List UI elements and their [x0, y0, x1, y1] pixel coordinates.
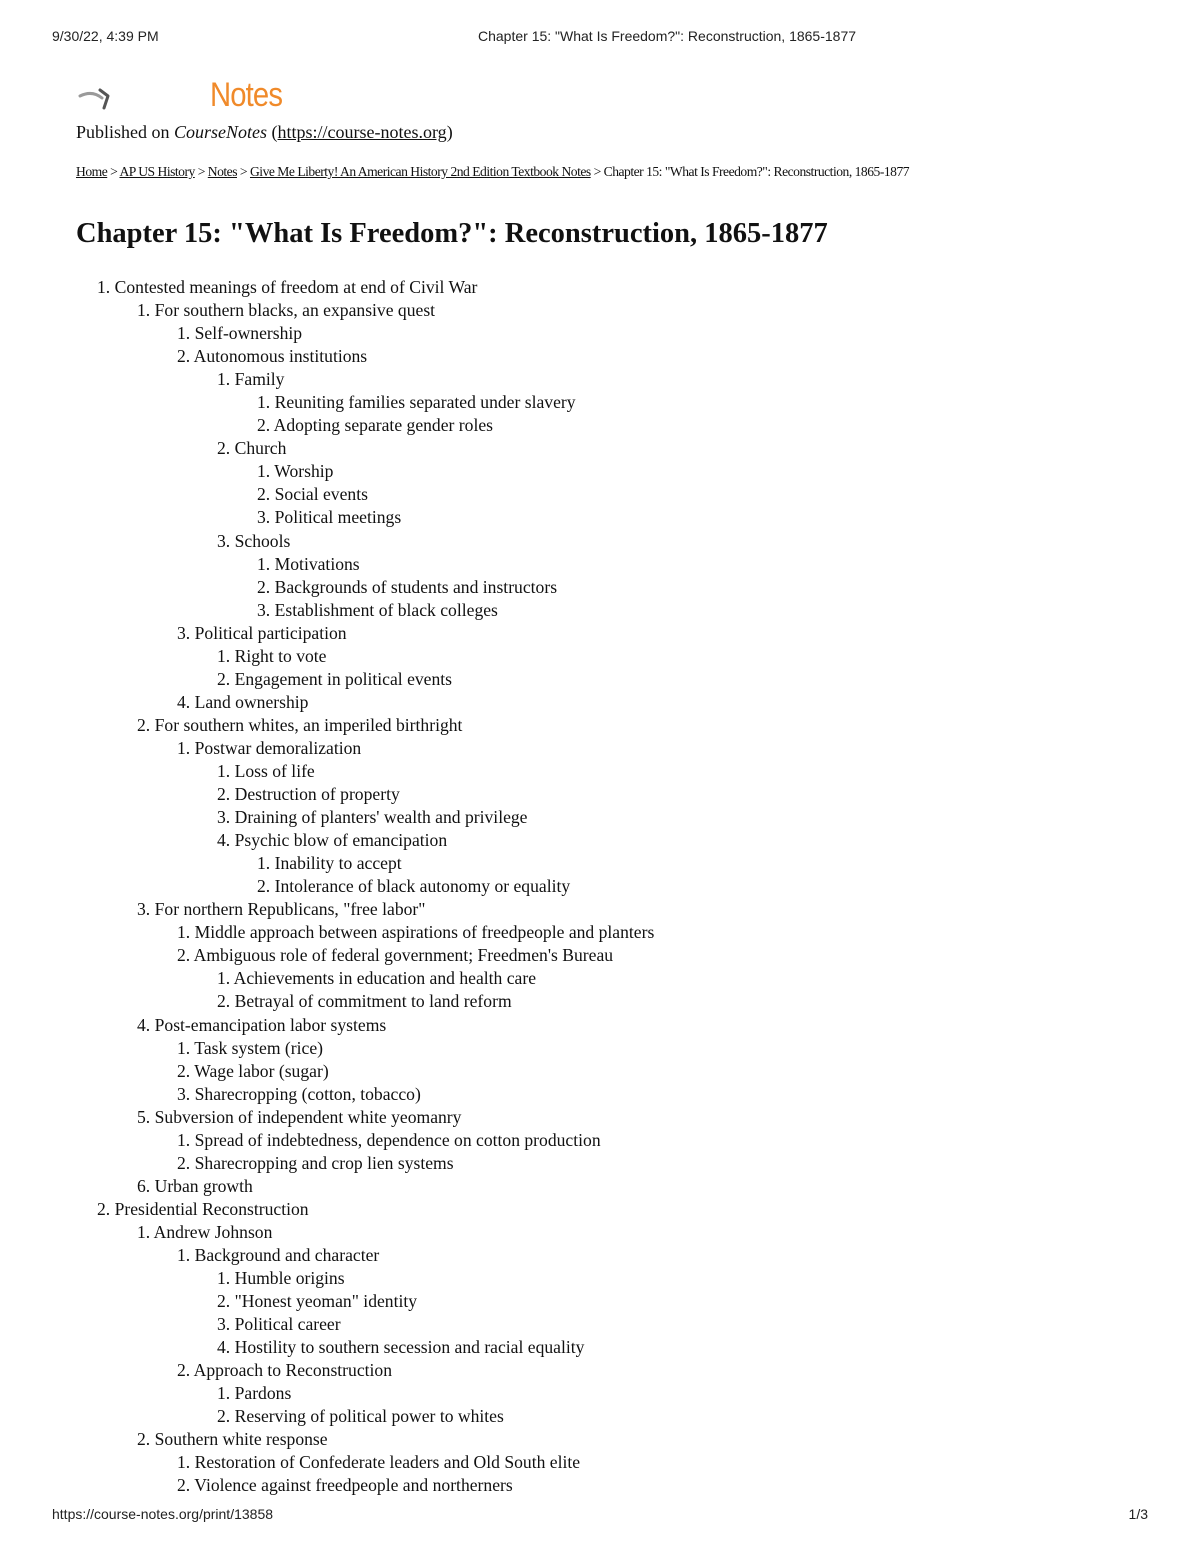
outline-item-number: 2.	[257, 484, 271, 505]
outline-item-number: 1.	[257, 461, 271, 482]
outline-item	[0, 1290, 1200, 1313]
outline-item-text: For southern blacks, an expansive quest	[154, 300, 436, 321]
outline-item	[0, 1313, 1200, 1336]
outline-item-number: 2.	[177, 1475, 191, 1496]
outline-item-text: Reserving of political power to whites	[234, 1406, 504, 1427]
outline-item-number: 3.	[257, 507, 271, 528]
outline-item-number: 1.	[217, 760, 231, 781]
outline-item-number: 1.	[97, 277, 111, 297]
outline-item-text: Southern white response	[154, 1429, 328, 1450]
outline-item	[0, 1405, 1200, 1428]
outline-item	[0, 1152, 1200, 1175]
outline-item-number: 5.	[137, 1106, 151, 1127]
outline-item	[0, 1451, 1200, 1474]
outline-item-text: Establishment of black colleges	[274, 599, 498, 620]
breadcrumb-home[interactable]: Home	[76, 164, 108, 179]
outline-item-number: 4.	[177, 691, 191, 712]
outline-item-text: Destruction of property	[234, 784, 400, 805]
outline-item-text: Wage labor (sugar)	[194, 1060, 329, 1081]
outline-item-text: Sharecropping and crop lien systems	[194, 1152, 454, 1173]
outline-item	[0, 829, 1200, 852]
outline-item-text: For northern Republicans, "free labor"	[154, 899, 426, 920]
outline-item	[0, 967, 1200, 990]
outline-item	[0, 1336, 1200, 1359]
outline-item	[0, 645, 1200, 668]
outline-item-number: 3.	[177, 1083, 191, 1104]
outline-item	[0, 737, 1200, 760]
breadcrumb-textbook-notes[interactable]: Give Me Liberty! An American History 2nd Edition Textbook Notes	[249, 164, 591, 179]
outline-item	[0, 276, 1200, 299]
outline-item-number: 2.	[137, 714, 151, 735]
outline-item	[0, 1359, 1200, 1382]
outline-item-text: Loss of life	[234, 760, 315, 781]
outline-item-number: 1.	[177, 1129, 191, 1150]
breadcrumb-separator: >	[110, 164, 118, 179]
outline-item-text: Psychic blow of emancipation	[234, 830, 448, 851]
outline-item	[0, 898, 1200, 921]
outline-item	[0, 668, 1200, 691]
print-date: 9/30/22, 4:39 PM	[52, 28, 159, 44]
outline-item	[0, 1175, 1200, 1198]
outline-item-text: Political meetings	[274, 507, 402, 528]
logo-text: Notes	[210, 76, 283, 114]
breadcrumb-separator: >	[197, 164, 205, 179]
outline-item-number: 2.	[177, 1060, 191, 1081]
outline-item-number: 2.	[257, 415, 271, 436]
outline-item	[0, 714, 1200, 737]
outline-item-number: 1.	[137, 300, 151, 321]
outline-item-text: Pardons	[234, 1383, 292, 1404]
outline-item	[0, 414, 1200, 437]
outline-item-number: 2.	[257, 576, 271, 597]
chapter-outline	[0, 276, 1200, 1497]
outline-item-number: 2.	[137, 1429, 151, 1450]
outline-item-text: Betrayal of commitment to land reform	[234, 991, 512, 1012]
outline-item	[0, 1221, 1200, 1244]
outline-item	[0, 1106, 1200, 1129]
outline-item-text: Contested meanings of freedom at end of Civil War	[114, 277, 478, 297]
outline-item	[0, 599, 1200, 622]
outline-item-number: 1.	[137, 1221, 151, 1242]
outline-item-text: Political participation	[194, 622, 347, 643]
outline-item-number: 1.	[257, 553, 271, 574]
outline-item-text: Achievements in education and health care	[233, 968, 537, 989]
outline-item	[0, 1382, 1200, 1405]
outline-item-text: Engagement in political events	[234, 668, 453, 689]
published-prefix: Published on	[76, 122, 175, 142]
outline-item-number: 2.	[217, 991, 231, 1012]
outline-item-number: 1.	[217, 1268, 231, 1289]
site-url-link[interactable]: https://course-notes.org	[277, 122, 447, 142]
outline-item	[0, 1428, 1200, 1451]
outline-item	[0, 806, 1200, 829]
outline-item-number: 1.	[177, 1452, 191, 1473]
outline-item	[0, 1129, 1200, 1152]
outline-item	[0, 1060, 1200, 1083]
outline-item	[0, 1083, 1200, 1106]
outline-item-text: Background and character	[194, 1244, 380, 1265]
outline-item-number: 1.	[217, 968, 231, 989]
outline-item-number: 2.	[217, 668, 231, 689]
outline-item-text: Urban growth	[154, 1175, 253, 1196]
outline-item-text: Worship	[274, 461, 334, 482]
outline-item-text: Ambiguous role of federal government; Freedmen's Bureau	[193, 945, 614, 966]
outline-item-number: 2.	[177, 945, 191, 966]
outline-item-number: 2.	[177, 346, 191, 367]
outline-item-number: 1.	[177, 1244, 191, 1265]
outline-item	[0, 1198, 1200, 1221]
logo-swoosh-icon	[78, 82, 118, 110]
outline-item	[0, 368, 1200, 391]
outline-item	[0, 1244, 1200, 1267]
outline-item-text: Andrew Johnson	[153, 1221, 273, 1242]
outline-item	[0, 483, 1200, 506]
outline-item	[0, 506, 1200, 529]
outline-item-text: Violence against freedpeople and northerners	[194, 1475, 513, 1496]
outline-item	[0, 1014, 1200, 1037]
page-number: 1/3	[1128, 1506, 1148, 1522]
outline-item	[0, 576, 1200, 599]
outline-item-number: 1.	[217, 645, 231, 666]
published-on-line	[76, 122, 453, 143]
breadcrumb	[76, 164, 909, 180]
outline-item-number: 2.	[177, 1360, 191, 1381]
outline-item-number: 3.	[217, 530, 231, 551]
outline-item-number: 1.	[177, 922, 191, 943]
outline-item-number: 2.	[217, 1291, 231, 1312]
outline-item-text: Land ownership	[194, 691, 309, 712]
outline-item-number: 1.	[217, 1383, 231, 1404]
outline-item-text: Social events	[274, 484, 368, 505]
outline-item	[0, 1037, 1200, 1060]
outline-item-text: Autonomous institutions	[193, 346, 368, 367]
print-url: https://course-notes.org/print/13858	[52, 1506, 274, 1522]
outline-item-text: "Honest yeoman" identity	[234, 1291, 418, 1312]
outline-item	[0, 322, 1200, 345]
outline-item	[0, 783, 1200, 806]
outline-item-number: 1.	[177, 323, 191, 344]
site-logo[interactable]	[78, 76, 318, 116]
outline-item-number: 3.	[257, 599, 271, 620]
outline-item-number: 6.	[137, 1175, 151, 1196]
outline-item-number: 1.	[177, 1037, 191, 1058]
outline-item-text: Task system (rice)	[194, 1037, 324, 1058]
outline-item	[0, 622, 1200, 645]
outline-item-text: Self-ownership	[194, 323, 303, 344]
breadcrumb-separator: >	[593, 164, 601, 179]
outline-item	[0, 875, 1200, 898]
outline-item-text: Right to vote	[234, 645, 327, 666]
outline-item-text: Subversion of independent white yeomanry	[154, 1106, 462, 1127]
outline-item-number: 1.	[257, 853, 271, 874]
published-close-paren: )	[446, 122, 453, 142]
outline-item	[0, 1267, 1200, 1290]
outline-item-number: 4.	[217, 830, 231, 851]
outline-item	[0, 944, 1200, 967]
outline-item-number: 3.	[217, 807, 231, 828]
outline-item-text: Church	[234, 438, 287, 459]
outline-item-text: Postwar demoralization	[194, 737, 362, 758]
print-footer	[52, 1506, 1148, 1526]
outline-item-text: Hostility to southern secession and racial equality	[234, 1337, 585, 1358]
outline-item-number: 2.	[217, 1406, 231, 1427]
outline-item	[0, 921, 1200, 944]
outline-item-number: 2.	[97, 1198, 111, 1219]
outline-item-text: Inability to accept	[274, 853, 402, 874]
outline-item-number: 2.	[217, 438, 231, 459]
outline-item-number: 2.	[257, 876, 271, 897]
outline-item	[0, 760, 1200, 783]
outline-item-text: Post-emancipation labor systems	[154, 1014, 387, 1035]
outline-item	[0, 990, 1200, 1013]
outline-item-text: Approach to Reconstruction	[193, 1360, 393, 1381]
outline-item-number: 1.	[257, 392, 271, 413]
outline-item-number: 4.	[137, 1014, 151, 1035]
outline-item-number: 2.	[177, 1152, 191, 1173]
outline-item	[0, 299, 1200, 322]
outline-item-number: 4.	[217, 1337, 231, 1358]
outline-item-text: Reuniting families separated under slavery	[274, 392, 576, 413]
outline-item-number: 3.	[137, 899, 151, 920]
outline-item-text: Motivations	[274, 553, 360, 574]
outline-item	[0, 437, 1200, 460]
outline-item	[0, 691, 1200, 714]
outline-item-number: 1.	[217, 369, 231, 390]
page-title: Chapter 15: "What Is Freedom?": Reconstruction, 1865-1877	[76, 218, 828, 249]
outline-item	[0, 1474, 1200, 1497]
outline-item	[0, 460, 1200, 483]
outline-item-text: Sharecropping (cotton, tobacco)	[194, 1083, 421, 1104]
breadcrumb-notes[interactable]: Notes	[207, 164, 237, 179]
outline-item-text: Middle approach between aspirations of freedpeople and planters	[194, 922, 655, 943]
breadcrumb-separator: >	[239, 164, 248, 179]
outline-item-text: For southern whites, an imperiled birthright	[154, 714, 463, 735]
outline-item-text: Restoration of Confederate leaders and Old South elite	[194, 1452, 581, 1473]
outline-item	[0, 530, 1200, 553]
breadcrumb-ap-us-history[interactable]: AP US History	[119, 164, 195, 179]
outline-item-text: Intolerance of black autonomy or equality	[274, 876, 571, 897]
outline-item-text: Humble origins	[234, 1268, 345, 1289]
breadcrumb-current: Chapter 15: "What Is Freedom?": Reconstruction, 1865-1877	[603, 164, 910, 179]
outline-item-text: Draining of planters' wealth and privilege	[234, 807, 528, 828]
outline-item	[0, 391, 1200, 414]
outline-item-text: Spread of indebtedness, dependence on cotton production	[194, 1129, 601, 1150]
outline-item-text: Presidential Reconstruction	[114, 1198, 309, 1219]
outline-item-number: 3.	[217, 1314, 231, 1335]
site-name: CourseNotes	[174, 122, 268, 142]
outline-item	[0, 852, 1200, 875]
outline-item-text: Schools	[234, 530, 291, 551]
outline-item-number: 1.	[177, 737, 191, 758]
outline-item-text: Backgrounds of students and instructors	[274, 576, 558, 597]
outline-item-text: Adopting separate gender roles	[273, 415, 493, 436]
published-open-paren: (	[267, 122, 278, 142]
outline-item	[0, 553, 1200, 576]
outline-item-number: 3.	[177, 622, 191, 643]
print-document-title: Chapter 15: "What Is Freedom?": Reconstruction, 1865-1877	[478, 28, 857, 44]
print-header	[52, 28, 1148, 48]
outline-item	[0, 345, 1200, 368]
outline-item-text: Political career	[234, 1314, 341, 1335]
outline-item-text: Family	[234, 369, 285, 390]
outline-item-number: 2.	[217, 784, 231, 805]
